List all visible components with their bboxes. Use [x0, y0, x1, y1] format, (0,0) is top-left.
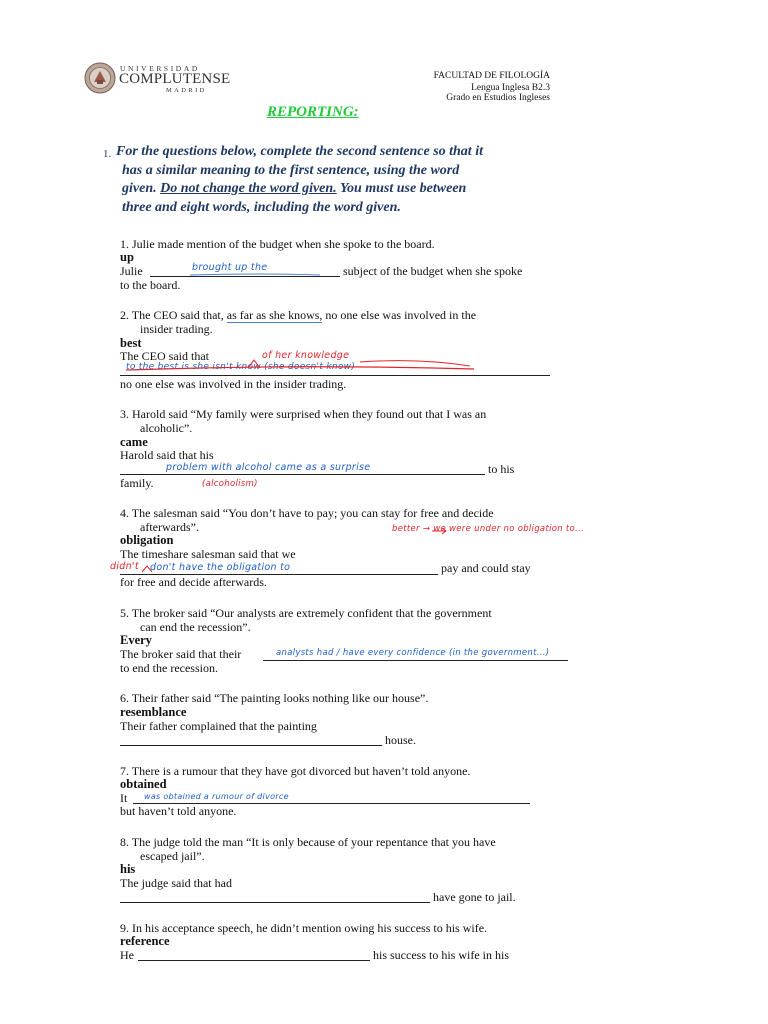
- q6-sentence: 6. Their father said “The painting looks nothing like our house”.: [120, 691, 429, 705]
- q5-answer-line[interactable]: [263, 660, 568, 661]
- q4-handwritten-insert: didn't: [110, 561, 139, 572]
- q3-prefix: Harold said that his: [120, 448, 214, 462]
- q1-sentence: 1. Julie made mention of the budget when she spoke to the board.: [120, 237, 435, 251]
- q8-suffix: have gone to jail.: [433, 890, 516, 904]
- q4-suffix: pay and could stay: [441, 561, 531, 575]
- instruction-between: You must use between: [339, 181, 467, 196]
- q5-sentence-cont: can end the recession”.: [140, 620, 251, 634]
- q3-continuation: family.: [120, 476, 154, 490]
- q5-handwritten-answer: analysts had / have every confidence (in the government...): [276, 648, 550, 658]
- q9-answer-line[interactable]: [138, 960, 370, 961]
- q3-handwritten-answer: problem with alcohol came as a surprise: [166, 462, 371, 473]
- q2-sentence-cont: insider trading.: [140, 322, 213, 336]
- instruction-given: given.: [122, 181, 157, 196]
- q3-keyword: came: [120, 435, 148, 449]
- q8-keyword: his: [120, 862, 136, 876]
- degree-name: Grado en Estudios Ingleses: [446, 93, 550, 103]
- q2-sentence-end: no one else was involved in the: [325, 308, 477, 322]
- q1-pen-underline: [190, 274, 320, 275]
- q2-keyword: best: [120, 336, 142, 350]
- q8-sentence: 8. The judge told the man “It is only because of your repentance that you have: [120, 835, 496, 849]
- instruction-underlined: Do not change the word given.: [160, 181, 337, 196]
- instruction-number: 1.: [103, 148, 112, 160]
- q9-sentence: 9. In his acceptance speech, he didn’t mention owing his success to his wife.: [120, 921, 488, 935]
- faculty-name: FACULTAD DE FILOLOGÍA: [433, 71, 550, 81]
- q8-sentence-cont: escaped jail”.: [140, 849, 205, 863]
- q5-keyword: Every: [120, 633, 152, 647]
- q9-suffix: his success to his wife in his: [373, 948, 509, 962]
- q3-handwritten-note: (alcoholism): [202, 479, 258, 489]
- q2-red-scribble: [360, 361, 470, 366]
- q1-prefix: Julie: [120, 264, 143, 278]
- q9-keyword: reference: [120, 934, 170, 948]
- q3-suffix: to his: [488, 462, 515, 476]
- q2-sentence-start: 2. The CEO said that,: [120, 308, 224, 322]
- q6-answer-line[interactable]: [120, 745, 382, 746]
- page-title: REPORTING:: [267, 104, 359, 120]
- q8-answer-line[interactable]: [120, 902, 430, 903]
- q4-handwritten-note: better → we were under no obligation to...: [392, 524, 585, 534]
- q3-sentence-cont: alcoholic”.: [140, 421, 193, 435]
- instruction-line-1: For the questions below, complete the second sentence so that it: [116, 144, 483, 159]
- q4-sentence-cont: afterwards”.: [140, 520, 199, 534]
- q6-keyword: resemblance: [120, 705, 187, 719]
- course-name: Lengua Inglesa B2.3: [471, 83, 550, 93]
- q6-suffix: house.: [385, 733, 416, 747]
- q6-prefix: Their father complained that the painting: [120, 719, 317, 733]
- q7-prefix: It: [120, 791, 128, 805]
- q4-prefix: The timeshare salesman said that we: [120, 547, 296, 561]
- instruction-line-4: three and eight words, including the word given.: [122, 199, 401, 215]
- q1-continuation: to the board.: [120, 278, 181, 292]
- q4-keyword: obligation: [120, 533, 174, 547]
- q5-sentence: 5. The broker said “Our analysts are extremely confident that the government: [120, 606, 492, 620]
- q7-keyword: obtained: [120, 777, 167, 791]
- q1-handwritten-answer: brought up the: [192, 262, 268, 273]
- q2-sentence: [120, 308, 476, 322]
- q2-handwritten-insert: of her knowledge: [262, 350, 350, 361]
- q2-handwritten-answer: to the best is she isn't know (she doesn't know): [126, 362, 356, 372]
- q5-continuation: to end the recession.: [120, 661, 218, 675]
- logo-top-text: UNIVERSIDAD: [120, 64, 200, 73]
- university-logo: [84, 62, 231, 98]
- q1-answer-line[interactable]: [150, 276, 340, 277]
- q4-continuation: for free and decide afterwards.: [120, 575, 267, 589]
- q8-prefix: The judge said that had: [120, 876, 232, 890]
- university-seal-icon: [84, 62, 116, 94]
- instruction-line-2: has a similar meaning to the first sentence, using the word: [122, 162, 460, 178]
- q3-sentence: 3. Harold said “My family were surprised when they found out that I was an: [120, 407, 487, 421]
- q7-sentence: 7. There is a rumour that they have got divorced but haven’t told anyone.: [120, 764, 471, 778]
- q3-answer-line[interactable]: [120, 474, 485, 475]
- q1-keyword: up: [120, 250, 134, 264]
- q4-handwritten-answer: don't have the obligation to: [150, 562, 291, 573]
- q2-prefix: The CEO said that: [120, 349, 209, 363]
- q7-handwritten-answer: was obtained a rumour of divorce: [144, 792, 289, 801]
- instruction-text: [116, 143, 556, 217]
- logo-main-text: COMPLUTENSE: [119, 71, 231, 87]
- q5-prefix: The broker said that their: [120, 647, 242, 661]
- q7-continuation: but haven’t told anyone.: [120, 804, 237, 818]
- q2-sentence-underlined: as far as she knows,: [226, 308, 323, 322]
- instruction-line-3: [116, 180, 556, 199]
- q9-prefix: He: [120, 948, 134, 962]
- q4-sentence: 4. The salesman said “You don’t have to pay; you can stay for free and decide: [120, 506, 494, 520]
- q2-answer-line[interactable]: [120, 375, 550, 376]
- q1-suffix: subject of the budget when she spoke: [343, 264, 523, 278]
- logo-sub-text: MADRID: [166, 87, 207, 94]
- q2-suffix: no one else was involved in the insider trading.: [120, 377, 347, 391]
